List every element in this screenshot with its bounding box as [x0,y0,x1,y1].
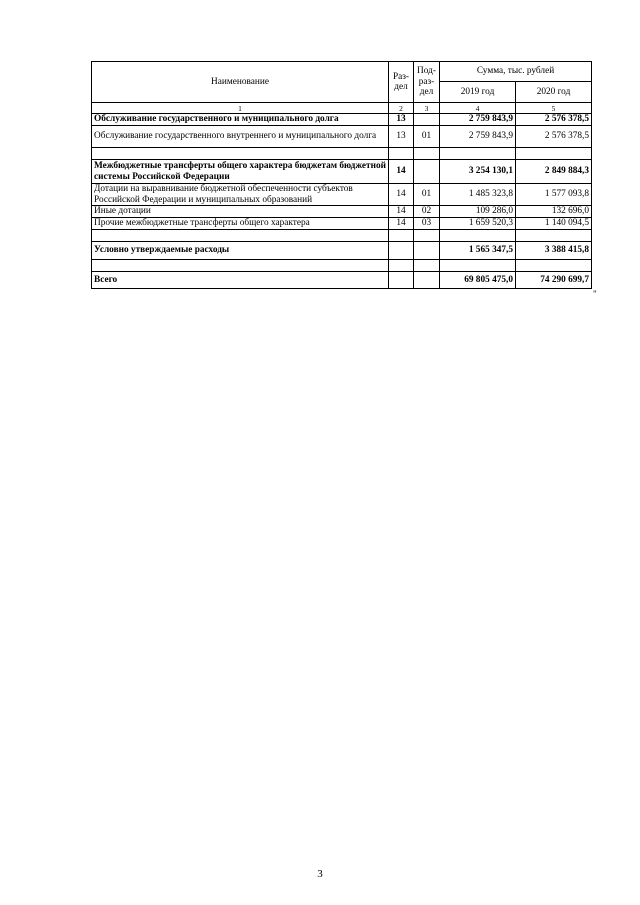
row-subsection [414,272,440,289]
row-2020: 1 577 093,8 [516,184,592,206]
row-2019: 2 759 843,9 [440,126,516,148]
col-number: 2 [389,103,414,114]
spacer-row [92,230,592,242]
closing-quote: " [593,289,597,299]
row-2019: 1 565 347,5 [440,242,516,260]
table-row [92,218,592,230]
page-number: 3 [317,868,323,880]
row-name: Условно утверждаемые расходы [92,242,389,260]
header-row [92,62,592,82]
row-name: Всего [92,272,389,289]
row-section: 14 [389,218,414,230]
row-name: Прочие межбюджетные трансферты общего характера [92,218,389,230]
col-number: 4 [440,103,516,114]
total-row [92,272,592,289]
row-2020: 74 290 699,7 [516,272,592,289]
row-2020: 132 696,0 [516,206,592,218]
header-year-2019: 2019 год [440,82,516,103]
row-subsection: 01 [414,184,440,206]
col-number: 3 [414,103,440,114]
table-row [92,126,592,148]
row-2019: 109 286,0 [440,206,516,218]
header-section: Раз- дел [389,62,414,103]
table-row [92,184,592,206]
row-2020: 2 576 378,5 [516,126,592,148]
header-year-2020: 2020 год [516,82,592,103]
row-subsection [414,160,440,184]
column-number-row [92,103,592,114]
row-2019: 1 659 520,3 [440,218,516,230]
row-section: 14 [389,184,414,206]
col-number: 5 [516,103,592,114]
header-name: Наименование [92,62,389,103]
row-2020: 1 140 094,5 [516,218,592,230]
row-subsection: 01 [414,126,440,148]
row-2020: 2 576 378,5 [516,114,592,126]
row-name: Иные дотации [92,206,389,218]
row-subsection: 03 [414,218,440,230]
row-section [389,272,414,289]
table-row [92,242,592,260]
spacer-row [92,148,592,160]
row-subsection [414,114,440,126]
row-name: Дотации на выравнивание бюджетной обеспеченности субъектов Российской Федерации и муниципальных образований [92,184,389,206]
row-subsection: 02 [414,206,440,218]
row-name: Межбюджетные трансферты общего характера бюджетам бюджетной системы Российской Федерации [92,160,389,184]
budget-table [91,61,592,289]
row-2019: 1 485 323,8 [440,184,516,206]
table-row [92,206,592,218]
header-subsection: Под- раз- дел [414,62,440,103]
row-section: 13 [389,126,414,148]
header-sum: Сумма, тыс. рублей [440,62,592,82]
table-row [92,114,592,126]
row-section: 13 [389,114,414,126]
row-2020: 3 388 415,8 [516,242,592,260]
row-2020: 2 849 884,3 [516,160,592,184]
spacer-row [92,260,592,272]
row-section: 14 [389,206,414,218]
table-row [92,160,592,184]
row-2019: 69 805 475,0 [440,272,516,289]
row-name: Обслуживание государственного и муниципального долга [92,114,389,126]
row-section [389,242,414,260]
row-2019: 3 254 130,1 [440,160,516,184]
row-subsection [414,242,440,260]
row-name: Обслуживание государственного внутреннего и муниципального долга [92,126,389,148]
col-number: 1 [92,103,389,114]
row-section: 14 [389,160,414,184]
row-2019: 2 759 843,9 [440,114,516,126]
